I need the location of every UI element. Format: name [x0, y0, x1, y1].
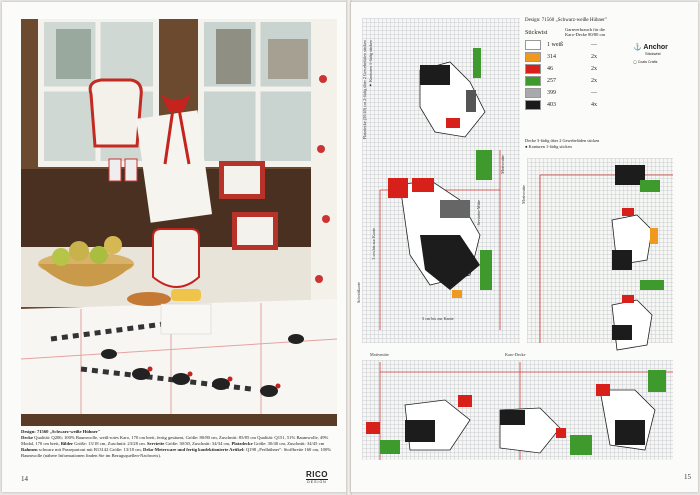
caption-bilder-label: Bilder	[60, 441, 74, 446]
legend-note-1: Decke 3-fädig über 2 Gewebefäden sticken	[525, 138, 600, 143]
caption-decke-text: Qualität: Q206; 100% Baumwolle, weiß-rotes Karo, 170 cm breit, fertig gesäumt, Größe: 80/80 cm, Zuschnitt: 85/85 cm Qualität: Q151, 51% Baumwolle, 49% Modal, 170 cm breit,	[21, 435, 329, 446]
label-motivmitte-c: Motivmitte	[370, 352, 389, 357]
label-motivmitte-a: Motivmitte	[500, 155, 505, 174]
anchor-sub: Stickwist	[645, 51, 661, 56]
logo-sub: DESIGN	[307, 480, 327, 484]
border-hens	[366, 370, 666, 455]
caption-serviette-label: Serviette	[146, 441, 165, 446]
anchor-logo	[633, 43, 668, 64]
swatch-row	[525, 76, 611, 86]
hen-motif-3	[612, 280, 664, 350]
swatch-amount: 2x	[591, 54, 597, 60]
anchor-icon: ⚓	[633, 44, 642, 51]
caption-platzdecke-text: Größe: 30/40 cm, Zuschnitt: 34/45 cm	[252, 441, 325, 446]
anchor-brand-text: Anchor	[643, 44, 668, 51]
swatch-color	[525, 76, 541, 86]
legend-stickwist-heading: Stickwist	[525, 30, 548, 36]
caption-rahmen-label: Rahmen	[21, 447, 38, 452]
swatch-row	[525, 100, 611, 110]
swatch-amount: 4x	[591, 102, 597, 108]
swatch-code: 314	[547, 54, 556, 60]
swatch-color	[525, 88, 541, 98]
anchor-brand	[633, 43, 668, 51]
swatch-amount: 2x	[591, 78, 597, 84]
swatch-color	[525, 52, 541, 62]
legend-garn-line1: Garnverbrauch für die	[565, 27, 605, 32]
swatch-code: 257	[547, 78, 556, 84]
swatch-list	[525, 40, 625, 110]
label-platz-note2: ● Konturen 1-fädig sticken	[368, 40, 373, 88]
caption-deko-text: Q198 „Perlhühner": Stoffbreite 160 cm, 100% Baumwolle (nähere Informationen finden Sie im Bezugsquellen-Nachweis).	[21, 447, 332, 458]
legend-design-title: Design: 71560 „Schwarz-weiße Hühner"	[525, 18, 607, 23]
legend-note-2: ● Konturen 1-fädig sticken	[525, 144, 572, 149]
caption-deko-label: Deko-Meterware und fertig konfektionierte Artikel:	[143, 447, 245, 452]
label-kante-horizontal: 3 cm bis zur Kante	[422, 316, 454, 321]
legend-garn-line2: Karo-Decke 80/80 cm	[565, 32, 605, 37]
caption-design-title: Design: 71560 „Schwarz-weiße Hühner"	[21, 429, 101, 434]
label-kante-vertical: 3 cm bis zur Kante	[371, 228, 376, 260]
label-motivmitte-b: Motivmitte	[521, 185, 526, 204]
caption-rahmen-text: schwarz mit Passepartout mit B13142 Größe: 13/18 cm,	[37, 447, 142, 452]
swatch-color	[525, 40, 541, 50]
swatch-amount: —	[591, 42, 597, 48]
label-platz-note: Platzdecke (30/40) cm 2-fädig über 2 Gewebefäden sticken	[362, 40, 367, 140]
coats-logo	[633, 60, 668, 64]
swatch-code: 403	[547, 102, 556, 108]
swatch-row	[525, 52, 611, 62]
label-karo-decke: Karo-Decke	[505, 352, 526, 357]
caption-decke-label: Decke	[21, 435, 33, 440]
swatch-row	[525, 64, 611, 74]
coats-text: Coats Crafts	[637, 60, 658, 64]
caption-platzdecke-label: Platzdecke	[231, 441, 253, 446]
swatch-code: 46	[547, 66, 553, 72]
swatch-row	[525, 88, 611, 98]
swatch-amount: —	[591, 90, 597, 96]
hen-motif-2	[612, 165, 660, 270]
page-number-right: 15	[684, 473, 691, 481]
swatch-color	[525, 64, 541, 74]
color-legend	[525, 18, 675, 149]
legend-notes	[525, 138, 675, 150]
swatch-row	[525, 40, 611, 50]
coats-icon: ◯	[633, 60, 637, 64]
swatch-code: 1 weiß	[547, 42, 564, 48]
swatch-color	[525, 100, 541, 110]
caption-bilder-text: Größe: 13/18 cm, Zuschnitt: 23/28 cm.	[73, 441, 146, 446]
legend-garn-heading	[565, 27, 605, 37]
swatch-code: 399	[547, 90, 556, 96]
label-serviette-mitte: Serviette-Mitte	[476, 200, 481, 226]
page-number-left: 14	[21, 475, 28, 483]
label-schnittkante: Schnittkante	[356, 282, 361, 303]
caption-serviette-text: Größe: 30/30, Zuschnitt: 34/34 cm,	[164, 441, 231, 446]
hen-motif-1	[420, 48, 485, 137]
swatch-amount: 2x	[591, 66, 597, 72]
logo-main: RICO	[306, 470, 328, 479]
